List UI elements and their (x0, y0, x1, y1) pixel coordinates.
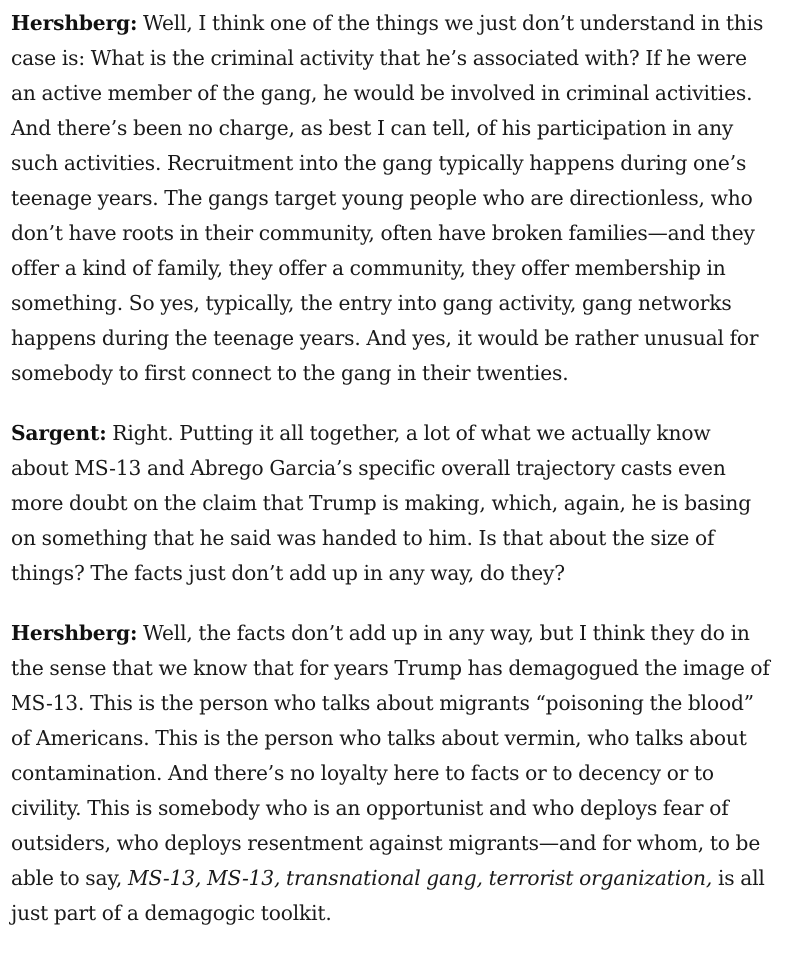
italic-quote: MS-13, MS-13, transnational gang, terrorist organization, (127, 866, 713, 890)
paragraph-text: Well, the facts don’t add up in any way, but I think they do in the sense that we know that for years Trump has demagogued the image of MS-13. This is the person who talks about migrants “poisoning the blood” of Americans. This is the person who talks about vermin, who talks about contamination. And there’s no loyalty here to facts or to decency or to civility. This is somebody who is an opportunist and who deploys fear of outsiders, who deploys resentment against migrants—and for whom, to be able to say, (11, 621, 770, 890)
speaker-label: Hershberg: (11, 621, 138, 645)
speaker-label: Sargent: (11, 421, 107, 445)
paragraph-text: Well, I think one of the things we just don’t understand in this case is: What is the criminal activity that he’s associated with? If he were an active member of the gang, he would be involved in criminal activities. And there’s been no charge, as best I can tell, of his participation in any such activities. Recruitment into the gang typically happens during one’s teenage years. The gangs target young people who are directionless, who don’t have roots in their community, often have broken families—and they offer a kind of family, they offer a community, they offer membership in something. So yes, typically, the entry into gang activity, gang networks happens during the teenage years. And yes, it would be rather unusual for somebody to first connect to the gang in their twenties. (11, 11, 764, 385)
paragraph-sargent (11, 416, 773, 591)
paragraph-hershberg-2 (11, 616, 773, 931)
paragraph-text: Right. Putting it all together, a lot of what we actually know about MS-13 and Abrego Garcia’s specific overall trajectory casts even more doubt on the claim that Trump is making, which, again, he is basing on something that he said was handed to him. Is that about the size of things? The facts just don’t add up in any way, do they? (11, 421, 752, 585)
paragraph-text-tail: is all just part of a demagogic toolkit. (11, 866, 765, 925)
paragraph-hershberg-1 (11, 6, 773, 391)
speaker-label: Hershberg: (11, 11, 138, 35)
